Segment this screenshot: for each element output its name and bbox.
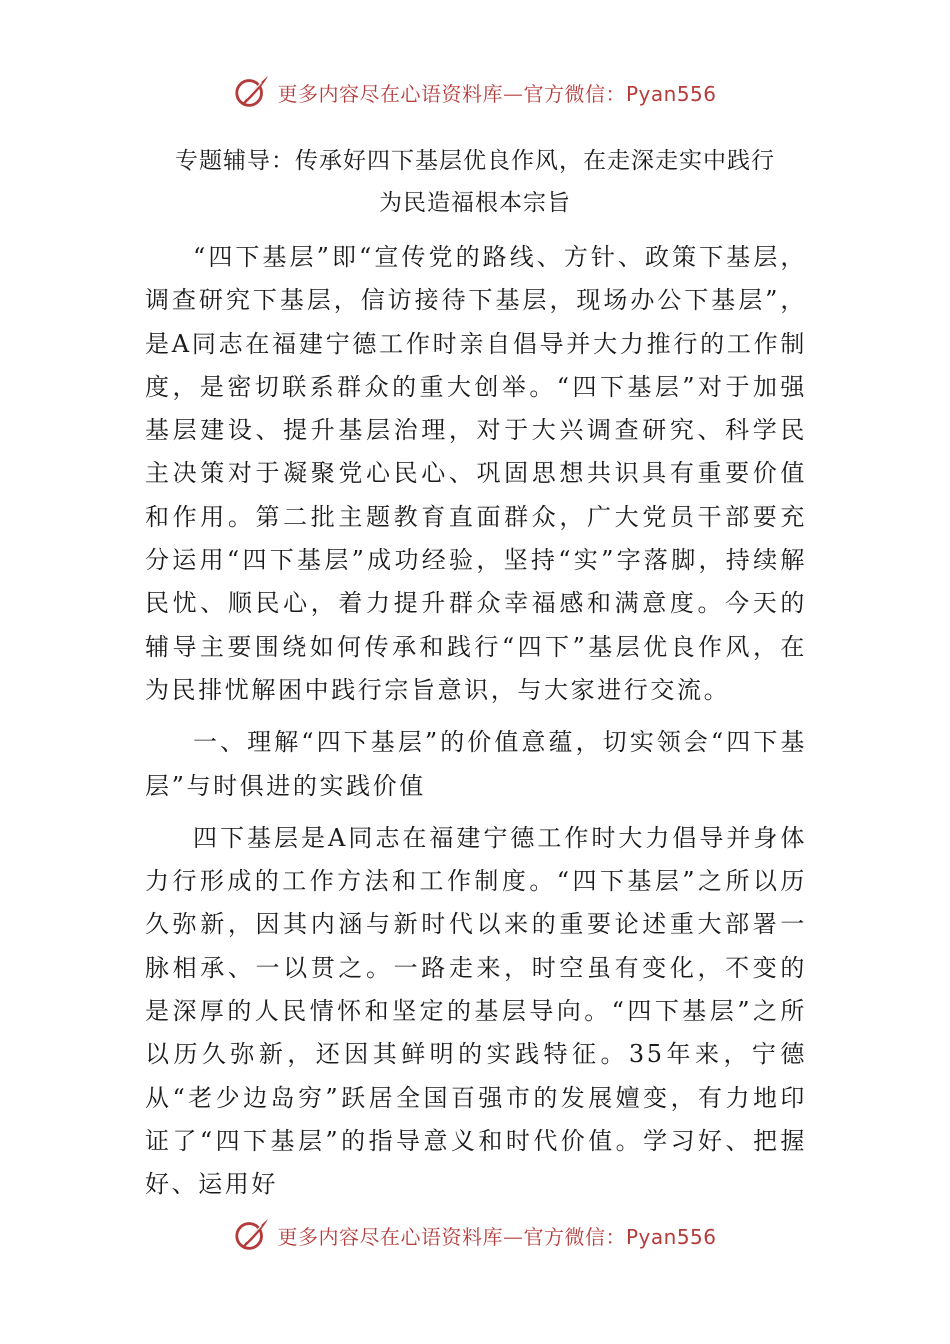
document-title: [145, 140, 805, 224]
quill-pen-logo-icon: [233, 1216, 271, 1254]
banner-text: 更多内容尽在心语资料库—官方微信：Pyan556: [277, 1224, 717, 1249]
section-heading-1: 一、理解“四下基层”的价值意蕴，切实领会“四下基层”与时俱进的实践价值: [145, 728, 807, 800]
quill-pen-logo-icon: [233, 73, 271, 111]
banner-text: 更多内容尽在心语资料库—官方微信：Pyan556: [277, 81, 717, 106]
paragraph-intro: “四下基层”即“宣传党的路线、方针、政策下基层，调查研究下基层，信访接待下基层，现场办公下基层”，是A同志在福建宁德工作时亲自倡导并大力推行的工作制度，是密切联系群众的重大创举。“四下基层”对于加强基层建设、提升基层治理，对于大兴调查研究、科学民主决策对于凝聚党心民心、巩固思想共识具有重要价值和作用。第二批主题教育直面群众，广大党员干部要充分运用“四下基层”成功经验，坚持“实”字落脚，持续解民忧、顺民心，着力提升群众幸福感和满意度。今天的辅导主要围绕如何传承和践行“四下”基层优良作风，在为民排忧解困中践行宗旨意识，与大家进行交流。: [145, 243, 807, 704]
header-banner: [0, 70, 950, 114]
paragraph-section-1: 四下基层是A同志在福建宁德工作时大力倡导并身体力行形成的工作方法和工作制度。“四下基层”之所以历久弥新，因其内涵与新时代以来的重要论述重大部署一脉相承、一以贯之。一路走来，时空虽有变化，不变的是深厚的人民情怀和坚定的基层导向。“四下基层”之所以历久弥新，还因其鲜明的实践特征。35年来，宁德从“老少边岛穷”跃居全国百强市的发展嬗变，有力地印证了“四下基层”的指导意义和时代价值。学习好、把握好、运用好: [145, 823, 807, 1199]
title-line-2: 为民造福根本宗旨: [379, 190, 571, 216]
footer-banner: [0, 1213, 950, 1257]
title-line-1: 专题辅导：传承好四下基层优良作风，在走深走实中践行: [175, 148, 775, 174]
document-body: [145, 236, 807, 1207]
